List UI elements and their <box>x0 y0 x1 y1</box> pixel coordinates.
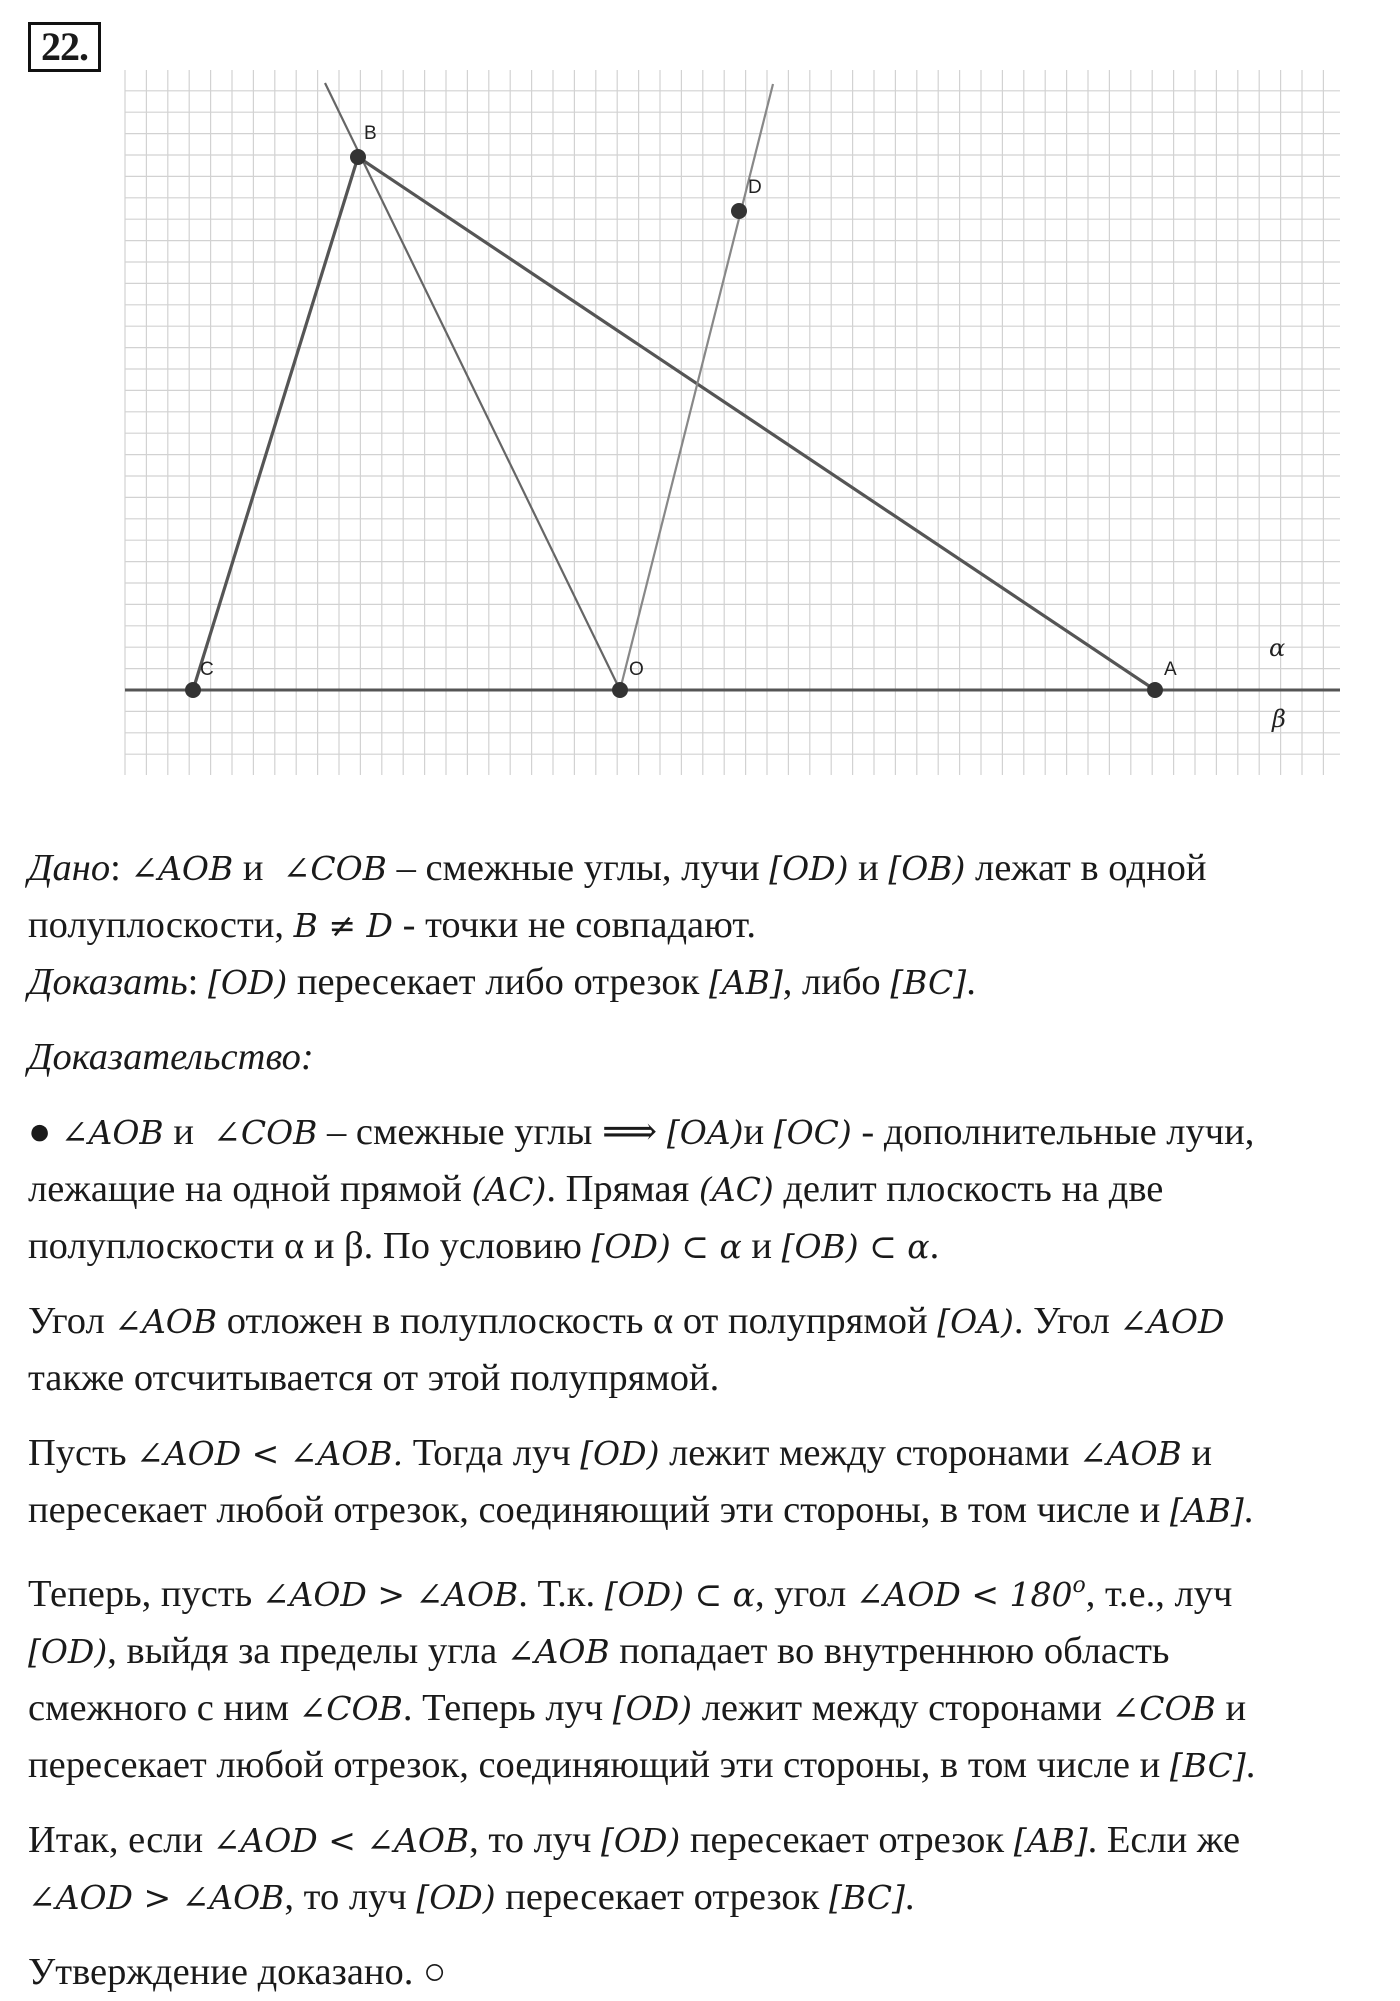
math: [OA) <box>937 1302 1014 1341</box>
segment-BA <box>358 157 1155 690</box>
proof-paragraph-3: Пусть ∠AOD < ∠AOB. Тогда луч [OD) лежит между сторонами ∠AOB и пересекает любой отрезок, соединяющий эти стороны, в том числе и [AB]. <box>28 1432 1254 1531</box>
point-C <box>185 682 201 698</box>
ray-OB <box>325 83 620 690</box>
grid <box>125 70 1340 775</box>
segment-CB <box>193 157 358 690</box>
math: ∠AOB <box>1079 1434 1182 1473</box>
math: (AC) <box>471 1170 547 1209</box>
prove-label: Доказать <box>28 961 188 1003</box>
point-O <box>612 682 628 698</box>
math: [AB] <box>708 963 783 1002</box>
label-D: D <box>748 177 762 198</box>
math: [OA) <box>666 1113 744 1152</box>
math: [OD) <box>416 1877 496 1917</box>
math: ∠AOB <box>114 1302 218 1341</box>
math: ∠COB <box>298 1688 403 1728</box>
math: [OD) <box>580 1434 660 1473</box>
math: [OD) ⊂ α <box>591 1227 742 1266</box>
math: [AB] <box>1169 1491 1244 1530</box>
prove-line: Доказать: [OD) пересекает либо отрезок [AB], либо [BC]. <box>28 961 976 1003</box>
label-A: A <box>1164 659 1177 680</box>
math: [OD) <box>207 963 288 1002</box>
proof-heading: Доказательство: <box>28 1036 314 1078</box>
math: [OD) <box>28 1631 108 1671</box>
math: [OD) ⊂ α <box>604 1574 755 1614</box>
math: [AB] <box>1013 1820 1088 1860</box>
math: [OB) ⊂ α <box>781 1227 930 1266</box>
segments <box>125 83 1340 690</box>
math: ∠COB <box>282 849 387 888</box>
conclusion: Утверждение доказано. ○ <box>28 1950 447 1993</box>
label-C: C <box>200 659 214 680</box>
math: [BC] <box>890 963 967 1002</box>
geometry-figure <box>0 70 1400 790</box>
label-alpha: α <box>1269 634 1286 662</box>
math: ∠COB <box>1111 1688 1216 1728</box>
math: ∠AOB <box>506 1631 610 1671</box>
label-beta: β <box>1272 705 1286 733</box>
math: (AC) <box>698 1170 774 1209</box>
given-label: Дано <box>28 847 111 889</box>
given-line-1: Дано: ∠AOB и ∠COB – смежные углы, лучи [OD) и [OB) лежат в одной <box>28 847 1207 889</box>
label-B: B <box>364 123 377 144</box>
solution-text <box>28 840 1378 2001</box>
math: [BC] <box>829 1877 905 1917</box>
point-D <box>731 203 747 219</box>
proof-paragraph-1: ● ∠AOB и ∠COB – смежные углы ⟹ [OA)и [OC) - дополнительные лучи, лежащие на одной прямой (AC). Прямая (AC) делит плоскость на две полуплоскости α и β. По условию [OD) ⊂ α и [OB) ⊂ α. <box>28 1111 1255 1267</box>
math: ∠AOB <box>60 1113 164 1152</box>
math: [OB) <box>888 849 966 888</box>
math: [OD) <box>769 849 849 888</box>
point-A <box>1147 682 1163 698</box>
problem-number: 22. <box>28 22 101 72</box>
math: [BC] <box>1169 1745 1246 1785</box>
math: ∠COB <box>213 1113 318 1152</box>
math: [OD) <box>601 1820 681 1860</box>
math: ∠AOD <box>1119 1302 1225 1341</box>
points <box>185 149 1163 698</box>
math: B ≠ D <box>293 906 393 945</box>
math: ∠AOD < ∠AOB. <box>136 1434 404 1473</box>
math: ∠AOD < 180 <box>855 1574 1073 1614</box>
proof-paragraph-5: Итак, если ∠AOD < ∠AOB, то луч [OD) пересекает отрезок [AB]. Если же ∠AOD > ∠AOB, то луч [OD) пересекает отрезок [BC]. <box>28 1818 1241 1918</box>
math: ∠AOD > ∠AOB <box>28 1877 285 1917</box>
given-line-2: полуплоскости, B ≠ D - точки не совпадают. <box>28 904 756 946</box>
label-O: O <box>629 659 644 680</box>
point-B <box>350 149 366 165</box>
math: [OC) <box>773 1113 852 1152</box>
math: ∠AOD < ∠AOB <box>212 1820 470 1860</box>
proof-paragraph-2: Угол ∠AOB отложен в полуплоскость α от полупрямой [OA). Угол ∠AOD также отсчитывается от этой полупрямой. <box>28 1300 1225 1399</box>
math: [OD) <box>612 1688 693 1728</box>
math: ∠AOB <box>130 849 234 888</box>
proof-paragraph-4: Теперь, пусть ∠AOD > ∠AOB. Т.к. [OD) ⊂ α, угол ∠AOD < $180^o$, т.е., луч [OD), выйдя за пределы угла ∠AOB попадает во внутреннюю область смежного с ним ∠COB. Теперь луч [OD) лежит между сторонами ∠COB и пересекает любой отрезок, соединяющий эти стороны, в том числе и [BC]. <box>28 1572 1256 1786</box>
math: ∠AOD > ∠AOB <box>261 1574 519 1614</box>
ray-OD <box>620 84 773 690</box>
